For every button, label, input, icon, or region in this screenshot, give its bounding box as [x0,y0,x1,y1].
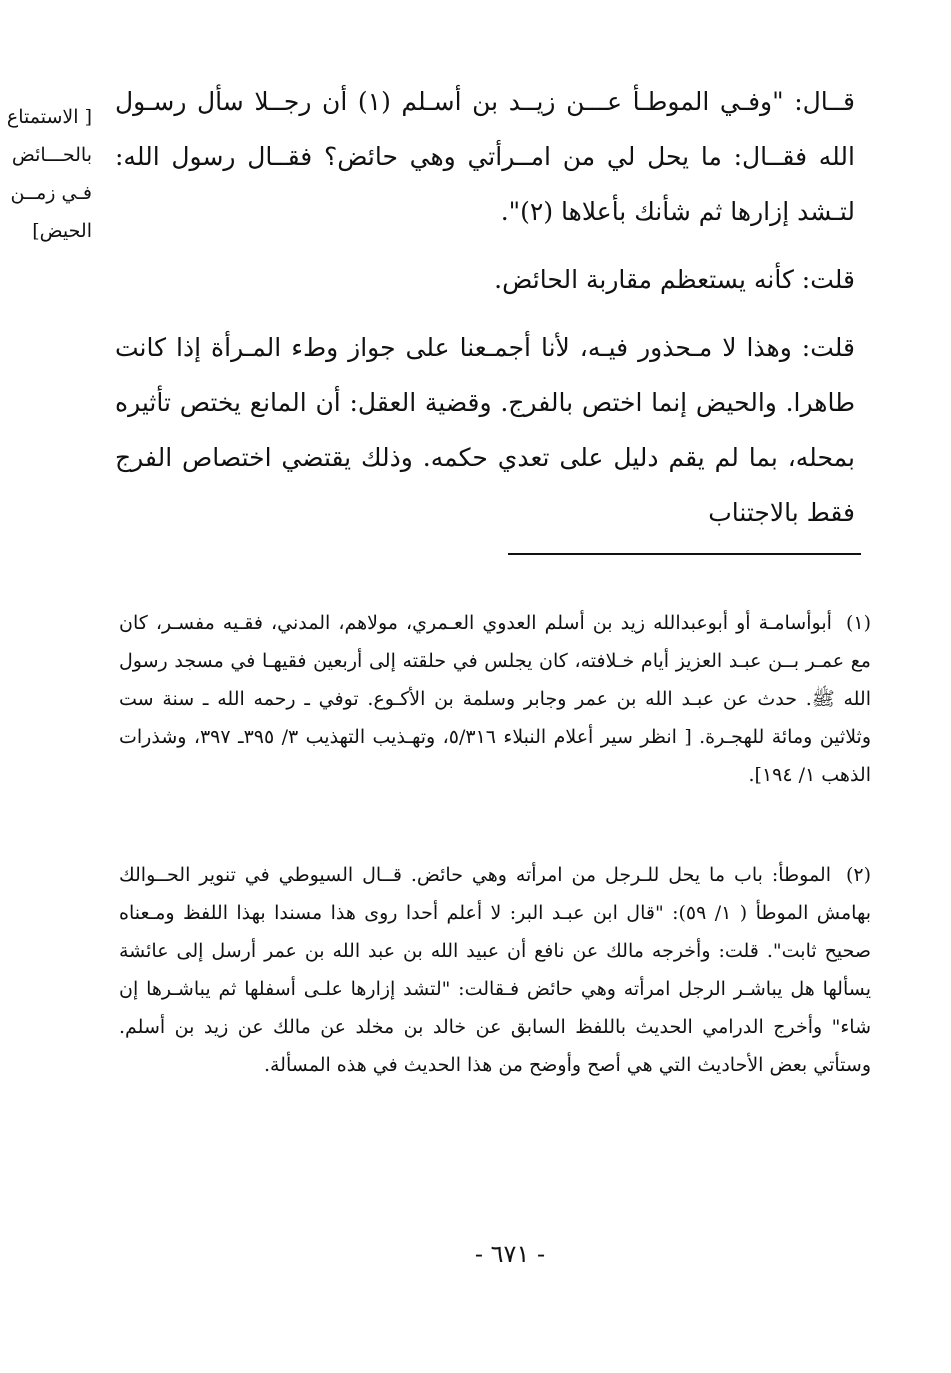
page-number: - ٦٧١ - [474,1240,546,1268]
main-paragraph-3: قلت: وهذا لا مـحذور فيـه، لأنا أجمـعنا على جواز وطء المـرأة إذا كانت طاهرا. والحيض إنما اختص بالفرج. وقضية العقل: أن المانع يختص تأثيره بمحله، بما لم يقم دليل على تعدي حكمه. وذلك يقتضي اختصاص الفرج فقط بالاجتناب [115,333,855,527]
main-paragraph-2: قلت: كأنه يستعظم مقاربة الحائض. [494,265,855,294]
footnote-1 [119,604,871,794]
margin-note [4,98,92,250]
footnote-text: الموطأ: باب ما يحل للـرجل من امرأته وهي حائض. قــال السيوطي في تنوير الحــوالك بهامش الموطأ ( ١/ ٥٩): "قال ابن عبـد البر: لا أعلم أحدا روى هذا مسندا بهذا اللفظ ومـعناه صحيح ثابت". قلت: وأخرجه مالك عن نافع أن عبيد الله بن عبد الله بن عمر أرسل إلى عائشة يسألها هل يباشـر الرجل امرأته وهي حائض فـقالت: "لتشد إزارها علـى أسفلها ثم يباشـرها إن شاء" وأخرج الدرامي الحديث باللفظ السابق عن خالد بن مخلد عن مالك عن زيد بن أسلم. وستأتي بعض الأحاديث التي هي أصح وأوضح من هذا الحديث في هذه المسألة. [119,864,872,1076]
margin-note-line: فـي زمــن [10,182,92,204]
footnote-divider [508,553,861,555]
footnote-text: أبوأسامـة أو أبوعبدالله زيد بن أسلم العدوي العـمري، مولاهم، المدني، فقـيه مفسـر، كان مع عمـر بــن عبـد العزيز أيام خـلافته، كان يجلس في حلقته إلى أربعين فقيهـا في مسجد رسول الله ﷺ. حدث عن عبـد الله بن عمر وجابر وسلمة بن الأكـوع. توفي ـ رحمه الله ـ سنة ست وثلاثين ومائة للهجـرة. [ انظر سير أعلام النبلاء ٥/٣١٦، وتهـذيب التهذيب ٣/ ٣٩٥ـ ٣٩٧، وشذرات الذهب ١/ ١٩٤]. [119,612,871,786]
margin-note-line: الحيض] [32,220,92,242]
margin-note-line: بالحـــائض [11,144,92,166]
footnote-number: (٢) [845,864,871,886]
main-paragraph-1: قــال: "وفـي الموطـأ عـــن زيــد بن أسـلم (١) أن رجــلا سأل رسـول الله فقــال: ما يحل لي من امــرأتي وهي حائض؟ فقــال رسول الله: لتـشد إزارها ثم شأنك بأعلاها (٢)". [115,87,856,226]
margin-note-line: [ الاستمتاع [6,106,92,128]
footnote-number: (١) [845,612,871,634]
footnote-2 [119,856,871,1084]
